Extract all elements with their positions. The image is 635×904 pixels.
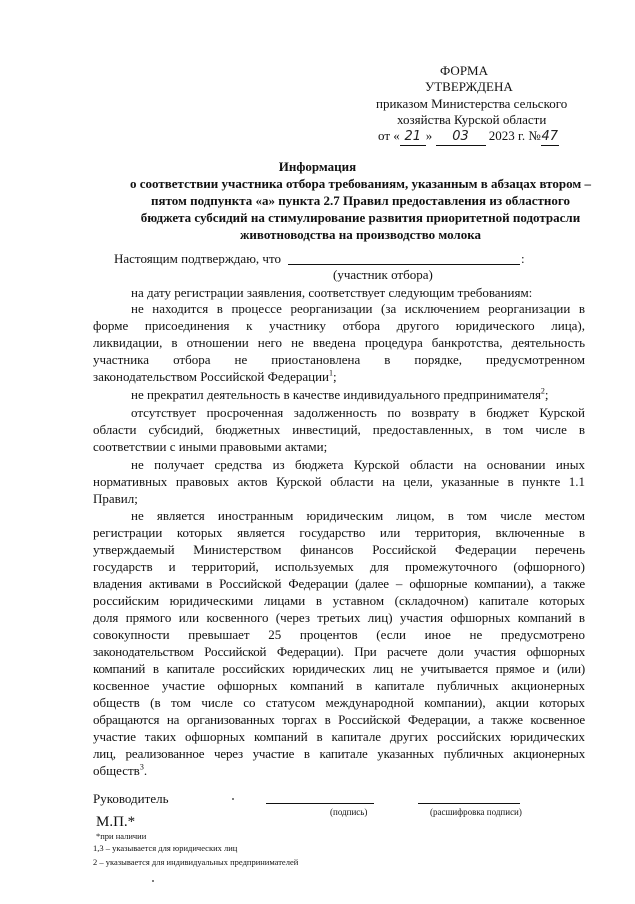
req-1-line-4: участника отбора не приостановлена в порядке, предусмотренном: [93, 352, 585, 367]
scan-dot: [232, 798, 234, 800]
req-5-line-15: лиц, реализованное через участие в капитале указанных публичных акционерных: [93, 746, 585, 761]
body-intro: на дату регистрации заявления, соответствует следующим требованиям:: [131, 285, 533, 300]
req-1-line-2: форме присоединения к участнику отбора другого юридического лица),: [93, 318, 585, 333]
doc-title: Информация: [278, 159, 357, 174]
scan-dot: [152, 880, 154, 882]
confirm-text: Настоящим подтверждаю, что: [114, 251, 281, 266]
req-5-line-9: законодательством Российской Федерации). При расчете доли участия офшорных: [93, 644, 585, 659]
req-5-line-16: обществ$^3$.: [93, 762, 148, 778]
req-5-line-13: обращаются на организованных торгах в Российской Федерации, а также косвенное: [93, 712, 585, 727]
participant-line: [288, 264, 520, 265]
order-line-1: приказом Министерства сельского: [376, 96, 568, 111]
title-line-2: о соответствии участника отбора требованиям, указанным в абзацах втором –: [130, 176, 591, 191]
req-4-line-2: нормативных правовых актов Курской области на цели, указанные в пункте 1.1: [93, 474, 585, 489]
signature-line: [266, 803, 374, 804]
req-3-line-2: области субсидий, бюджетных инвестиций, предоставленных, в том числе в: [93, 422, 585, 437]
date-day: 21: [400, 128, 426, 146]
head-label: Руководитель: [93, 791, 169, 806]
title-line-5: животноводства на производство молока: [239, 227, 482, 242]
date-year: 2023 г. №: [488, 128, 541, 143]
req-2: не прекратил деятельность в качестве индивидуального предпринимателя$^2$;: [131, 386, 549, 402]
req-1-line-1: не находится в процессе реорганизации (за исключением реорганизации в: [131, 301, 585, 316]
stamp-label: М.П.*: [96, 814, 136, 830]
approved-label: УТВЕРЖДЕНА: [425, 79, 513, 94]
req-5-line-10: компаний в капитале российских юридических лиц не учитывается прямое и (или): [93, 661, 585, 676]
req-5-line-2: регистрации которых является государство или территория, включенные в: [93, 525, 585, 540]
req-5-line-11: косвенное участие офшорных компаний в капитале публичных акционерных: [93, 678, 585, 693]
req-5-line-3: утверждаемый Министерством финансов Российской Федерации перечень: [93, 542, 585, 557]
req-3-line-1: отсутствует просроченная задолженность по возврату в бюджет Курской: [131, 405, 585, 420]
footnote-1-3: 1,3 – указывается для юридических лиц: [93, 843, 238, 853]
req-5-line-8: совокупности превышает 25 процентов (если иное не предусмотрено: [93, 627, 585, 642]
req-4-line-1: не получает средства из бюджета Курской области на основании иных: [131, 457, 585, 472]
req-1-line-5: законодательством Российской Федерации$^1$;: [93, 368, 337, 384]
footnote-2: 2 – указывается для индивидуальных предпринимателей: [93, 857, 299, 867]
decode-line: [418, 803, 520, 804]
form-label: ФОРМА: [440, 63, 488, 78]
req-5-line-1: не является иностранным юридическим лицом, в том числе местом: [131, 508, 585, 523]
req-4-line-3: Правил;: [93, 491, 138, 506]
order-number: 47: [541, 129, 559, 144]
date-month: 03: [436, 128, 486, 146]
date-mid: »: [425, 128, 433, 143]
req-5-line-6: российским юридическими лицами в уставном (складочном) капитале которых: [93, 593, 585, 608]
order-date-line: [378, 127, 578, 145]
date-prefix: от «: [378, 128, 400, 143]
req-5-line-4: государств и территорий, используемых для промежуточного (офшорного): [93, 559, 585, 574]
req-1-line-3: ликвидации, в отношении него не введена процедура банкротства, деятельность: [93, 335, 585, 350]
signature-caption: (подпись): [330, 807, 368, 817]
participant-caption: (участник отбора): [333, 267, 433, 282]
decode-caption: (расшифровка подписи): [430, 807, 522, 817]
order-line-2: хозяйства Курской области: [397, 112, 547, 127]
title-line-3: пятом подпункта «а» пункта 2.7 Правил предоставления из областного: [150, 193, 570, 208]
req-5-line-7: доля прямого или косвенного (через третьих лиц) участия офшорных компаний в: [93, 610, 585, 625]
title-line-4: бюджета субсидий на стимулирование развития приоритетной подотрасли: [140, 210, 581, 225]
req-5-line-5: владения активами в Российской Федерации (далее – офшорные компании), а также: [93, 576, 585, 591]
footnote-asterisk: *при наличии: [96, 831, 147, 841]
req-5-line-12: обществ (в том числе со статусом международной компании), акции которых: [93, 695, 585, 710]
confirm-colon: :: [521, 251, 525, 266]
req-3-line-3: соответствии с иными правовыми актами;: [93, 439, 328, 454]
req-5-line-14: участие таких офшорных компаний в капитале других российских юридических: [93, 729, 585, 744]
